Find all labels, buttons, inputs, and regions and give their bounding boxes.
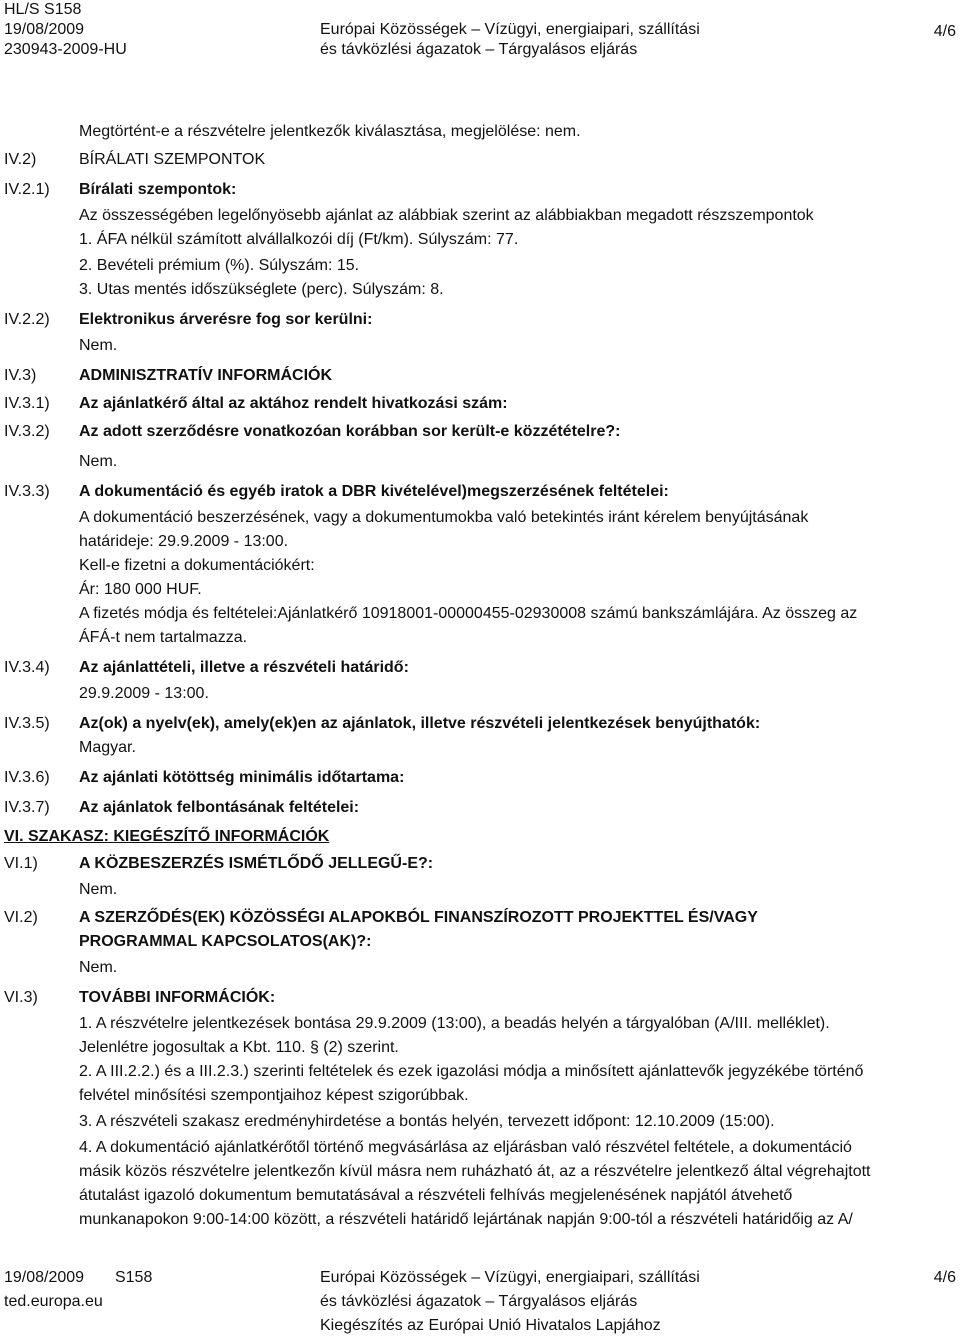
section-number: IV.3.7) [4,799,50,816]
row-text: BÍRÁLATI SZEMPONTOK [79,151,266,168]
section-number: IV.2.1) [4,181,50,198]
row-text: határideje: 29.9.2009 - 13:00. [79,533,289,550]
row-text: Az ajánlatok felbontásának feltételei: [79,799,360,816]
row-text: 1. ÁFA nélkül számított alvállalkozói díj (Ft/km). Súlyszám: 77. [79,231,519,248]
section-number: VI.1) [4,855,38,872]
row-text: Az ajánlatkérő által az aktához rendelt hivatkozási szám: [79,395,508,412]
footer-title [320,1266,700,1338]
row-text: 2. Bevételi prémium (%). Súlyszám: 15. [79,257,360,274]
row-text: Elektronikus árverésre fog sor kerülni: [79,311,373,328]
row-text: Az(ok) a nyelv(ek), amely(ek)en az ajánlatok, illetve részvételi jelentkezések benyújthatók: [79,715,761,732]
header-title-line1: Európai Közösségek – Vízügyi, energiaipari, szállítási [320,21,700,38]
row-text: 2. A III.2.2.) és a III.2.3.) szerinti feltételek és ezek igazolási módja a minősített ajánlattevők jegyzékébe történő [79,1063,864,1080]
row-text: Megtörtént-e a részvételre jelentkezők kiválasztása, megjelölése: nem. [79,123,581,140]
footer-date: 19/08/2009 [4,1269,85,1286]
footer-page-number: 4/6 [933,1269,956,1286]
notice-id: 230943-2009-HU [4,41,127,58]
row-text: ADMINISZTRATÍV INFORMÁCIÓK [79,367,333,384]
row-text: Kell-e fizetni a dokumentációkért: [79,557,315,574]
row-text: A dokumentáció beszerzésének, vagy a dokumentumokba való betekintés iránt kérelem benyújtásának [79,509,809,526]
row-text: másik közös részvételre jelentkezőn kívül másra nem ruházható át, az a részvételre jelentkező által végrehajtott [79,1163,871,1180]
footer-series: S158 [114,1269,153,1286]
header-left [4,0,127,60]
row-text: A dokumentáció és egyéb iratok a DBR kivételével)megszerzésének feltételei: [79,483,669,500]
row-text: Nem. [79,453,118,470]
row-text: Magyar. [79,739,136,756]
row-text: 29.9.2009 - 13:00. [79,685,209,702]
row-text: PROGRAMMAL KAPCSOLATOS(AK)?: [79,933,372,950]
row-text: 3. A részvételi szakasz eredményhirdetése a bontás helyén, tervezett időpont: 12.10.2009 (15:00). [79,1113,775,1130]
row-text: Nem. [79,881,118,898]
footer-left [4,1266,152,1314]
section-number: VI.3) [4,989,38,1006]
row-text: átutalást igazoló dokumentum bemutatásával a részvételi felhívás megjelenésének napjától átvehető [79,1187,793,1204]
header-date: 19/08/2009 [4,21,85,38]
section-number: IV.3.3) [4,483,50,500]
row-text: 3. Utas mentés időszükséglete (perc). Súlyszám: 8. [79,281,444,298]
row-text: Jelenlétre jogosultak a Kbt. 110. § (2) szerint. [79,1039,399,1056]
section-number: IV.2) [4,151,37,168]
row-text: A KÖZBESZERZÉS ISMÉTLŐDŐ JELLEGŰ-E?: [79,855,434,872]
row-text: A SZERZŐDÉS(EK) KÖZÖSSÉGI ALAPOKBÓL FINANSZÍROZOTT PROJEKTTEL ÉS/VAGY [79,909,758,926]
doc-code: HL/S S158 [4,1,82,18]
row-text: 4. A dokumentáció ajánlatkérőtől történő megvásárlása az eljárásban való részvétel feltétele, a dokumentáció [79,1139,852,1156]
row-text: ÁFÁ-t nem tartalmazza. [79,629,248,646]
row-text: munkanapokon 9:00-14:00 között, a részvételi határidő lejártának napján 9:00-tól a részvételi határidőig az A/ [79,1211,853,1228]
section-number: IV.3) [4,367,37,384]
row-text: Az adott szerződésre vonatkozóan korábban sor került-e közzétételre?: [79,423,621,440]
header-title-line2: és távközlési ágazatok – Tárgyalásos eljárás [320,41,638,58]
row-text: Nem. [79,337,118,354]
footer-title-line3: Kiegészítés az Európai Unió Hivatalos Lapjához [320,1317,661,1334]
header-page-number: 4/6 [933,23,956,40]
section-number: VI.2) [4,909,38,926]
row-text: Az ajánlattételi, illetve a részvételi határidő: [79,659,409,676]
section-number: IV.3.5) [4,715,50,732]
row-text: Az ajánlati kötöttség minimális időtartama: [79,769,405,786]
row-text: felvétel minősítési szempontjaihoz képest szigorúbbak. [79,1087,469,1104]
footer-title-line2: és távközlési ágazatok – Tárgyalásos eljárás [320,1293,638,1310]
section-number: IV.3.1) [4,395,50,412]
row-text: A fizetés módja és feltételei:Ajánlatkérő 10918001-00000455-02930008 számú bankszámlájára. Az összeg az [79,605,858,622]
footer-title-line1: Európai Közösségek – Vízügyi, energiaipari, szállítási [320,1269,700,1286]
section-number: IV.2.2) [4,311,50,328]
row-text: Nem. [79,959,118,976]
section-number: IV.3.2) [4,423,50,440]
section-number: IV.3.6) [4,769,50,786]
row-text: 1. A részvételre jelentkezések bontása 29.9.2009 (13:00), a beadás helyén a tárgyalóban (A/III. melléklet). [79,1015,830,1032]
row-text: Ár: 180 000 HUF. [79,581,202,598]
row-text: TOVÁBBI INFORMÁCIÓK: [79,989,276,1006]
row-text: Az összességében legelőnyösebb ajánlat az alábbiak szerint az alábbiakban megadott részszempontok [79,207,814,224]
section-vi-title: VI. SZAKASZ: KIEGÉSZÍTŐ INFORMÁCIÓK [4,828,330,845]
section-number: IV.3.4) [4,659,50,676]
row-text: Bírálati szempontok: [79,181,237,198]
footer-site[interactable]: ted.europa.eu [4,1293,103,1310]
header-title [320,20,700,60]
